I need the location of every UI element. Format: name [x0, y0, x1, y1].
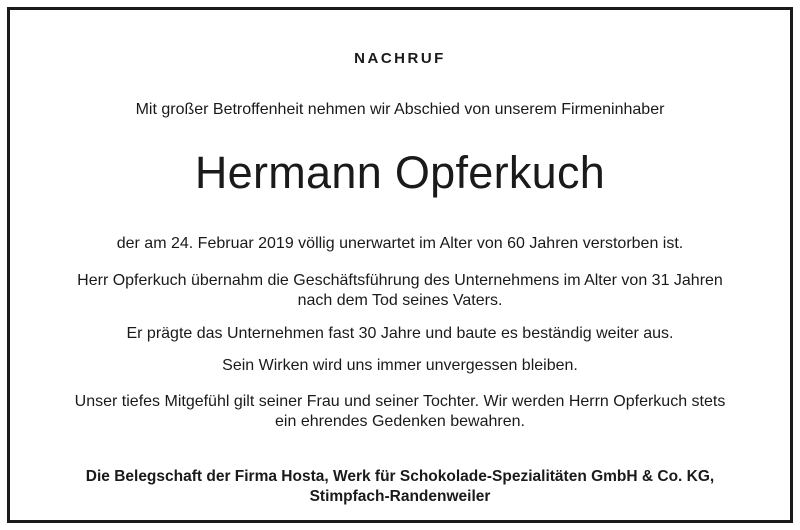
paragraph-condolence	[10, 392, 790, 432]
signature-block	[10, 467, 790, 507]
paragraph-death-date	[10, 234, 790, 254]
paragraph-legacy	[10, 324, 790, 344]
paragraph-line: nach dem Tod seines Vaters.	[297, 292, 503, 309]
obituary-heading: NACHRUF	[354, 50, 446, 67]
obituary-border	[7, 7, 793, 523]
deceased-name: Hermann Opferkuch	[194, 147, 606, 198]
paragraph-remembrance	[10, 356, 790, 376]
intro-text: Mit großer Betroffenheit nehmen wir Abschied von unserem Firmeninhaber	[135, 101, 665, 118]
paragraph-line: ein ehrendes Gedenken bewahren.	[275, 413, 525, 430]
signature-line: Die Belegschaft der Firma Hosta, Werk für Schokolade-Spezialitäten GmbH & Co. KG,	[85, 468, 715, 485]
paragraph-line: Sein Wirken wird uns immer unvergessen bleiben.	[222, 357, 578, 374]
paragraph-line: Unser tiefes Mitgefühl gilt seiner Frau und seiner Tochter. Wir werden Herrn Opferkuch stets	[74, 393, 726, 410]
paragraph-line: der am 24. Februar 2019 völlig unerwartet im Alter von 60 Jahren verstorben ist.	[116, 235, 684, 252]
signature-line: Stimpfach-Randenweiler	[309, 488, 491, 505]
paragraph-line: Herr Opferkuch übernahm die Geschäftsführung des Unternehmens im Alter von 31 Jahren	[77, 272, 723, 289]
paragraph-management	[10, 271, 790, 311]
paragraph-line: Er prägte das Unternehmen fast 30 Jahre und baute es beständig weiter aus.	[126, 325, 674, 342]
